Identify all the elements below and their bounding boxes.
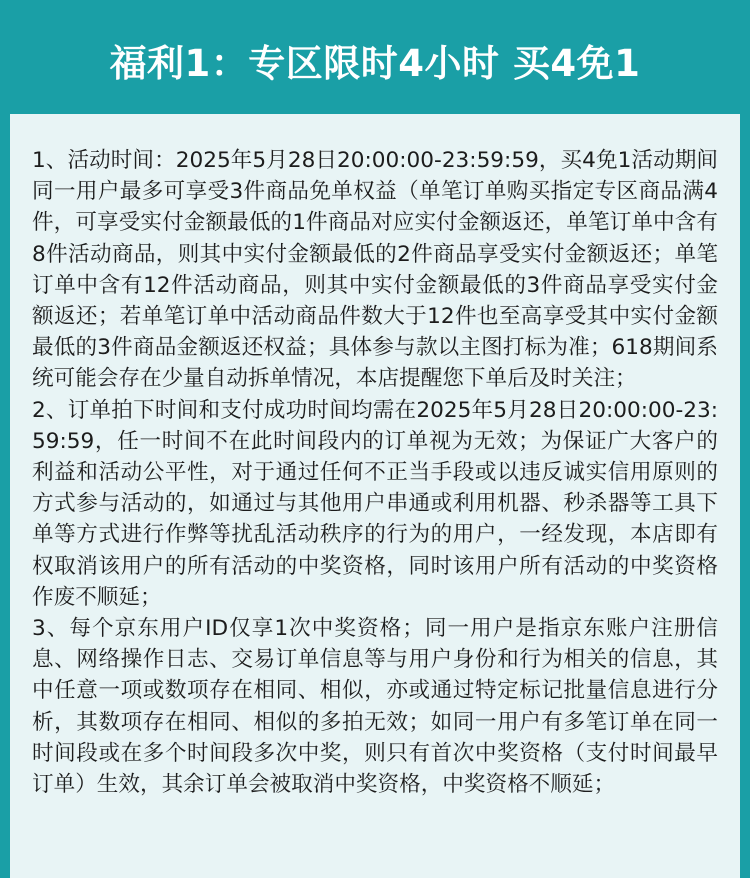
rules-card bbox=[10, 114, 740, 878]
rule-item-3: 3、每个京东用户ID仅享1次中奖资格；同一用户是指京东账户注册信息、网络操作日志、交易订单信息等与用户身份和行为相关的信息，其中任意一项或数项存在相同、相似，亦或通过特定标记批量信息进行分析，其数项存在相同、相似的多拍无效；如同一用户有多笔订单在同一时间段或在多个时间段多次中奖，则只有首次中奖资格（支付时间最早订单）生效，其余订单会被取消中奖资格，中奖资格不顺延； bbox=[32, 616, 718, 798]
page-title: 福利1：专区限时4小时 买4免1 bbox=[109, 41, 641, 85]
header-banner bbox=[10, 12, 740, 114]
rule-item-1: 1、活动时间：2025年5月28日20:00:00-23:59:59，买4免1活动期间同一用户最多可享受3件商品免单权益（单笔订单购买指定专区商品满4件，可享受实付金额最低的1件商品对应实付金额返还，单笔订单中含有8件活动商品，则其中实付金额最低的2件商品享受实付金额返还；单笔订单中含有12件活动商品，则其中实付金额最低的3件商品享受实付金额返还；若单笔订单中活动商品件数大于12件也至高享受其中实付金额最低的3件商品金额返还权益；具体参与款以主图打标为准；618期间系统可能会存在少量自动拆单情况，本店提醒您下单后及时关注； bbox=[32, 148, 718, 392]
rule-item-2: 2、订单拍下时间和支付成功时间均需在2025年5月28日20:00:00-23:59:59，任一时间不在此时间段内的订单视为无效；为保证广大客户的利益和活动公平性，对于通过任何不正当手段或以违反诚实信用原则的方式参与活动的，如通过与其他用户串通或利用机器、秒杀器等工具下单等方式进行作弊等扰乱活动秩序的行为的用户，一经发现，本店即有权取消该用户的所有活动的中奖资格，同时该用户所有活动的中奖资格作废不顺延； bbox=[32, 397, 718, 610]
